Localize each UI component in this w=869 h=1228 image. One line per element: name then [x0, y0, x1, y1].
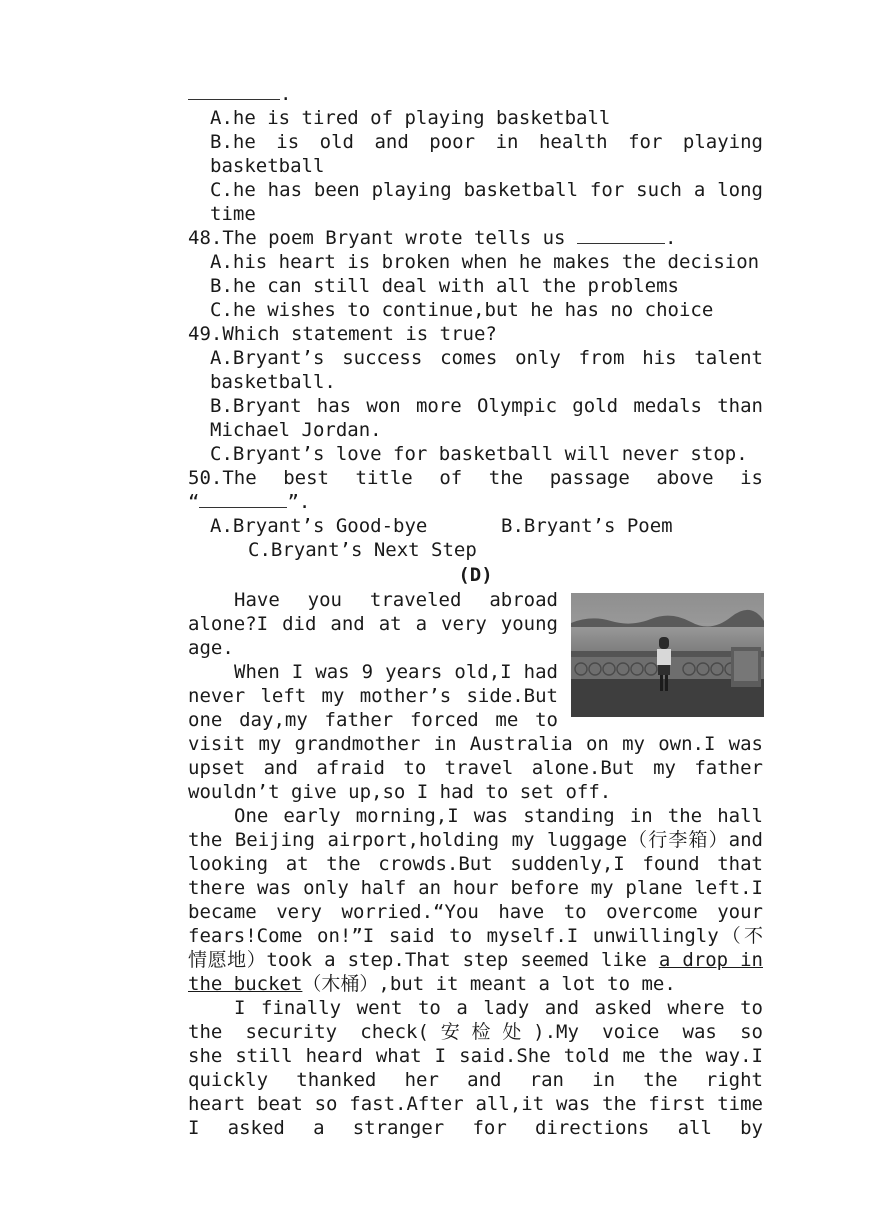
q48-stem-text: 48.The poem Bryant wrote tells us: [188, 227, 577, 249]
passage-p4-line1: I finally went to a lady and asked where to: [234, 997, 763, 1019]
passage-p3-line7: [188, 948, 763, 972]
section-heading: (D): [458, 564, 493, 586]
q48-option-c: C.he wishes to continue,but he has no choice: [210, 299, 714, 321]
q50-stem: 50.The best title of the passage above is: [188, 467, 763, 489]
q50-blank-line: [188, 490, 763, 514]
passage-p2-line1: When I was 9 years old,I had: [234, 661, 558, 683]
q50-option-a: A.Bryant’s Good-bye: [210, 515, 428, 537]
passage-p1-line3: age.: [188, 637, 234, 659]
passage-p3-line8: [188, 972, 763, 996]
underlined-phrase: the bucket: [188, 973, 303, 995]
passage-p4-line5: heart beat so fast.After all,it was the first time: [188, 1093, 763, 1115]
passage-p3-line8-rest: （木桶）,but it meant a lot to me.: [302, 973, 676, 995]
q49-stem: 49.Which statement is true?: [188, 323, 497, 345]
q49-option-b-line2: Michael Jordan.: [210, 419, 382, 441]
q48-option-b: B.he can still deal with all the problems: [210, 275, 679, 297]
passage-p2-line4: visit my grandmother in Australia on my own.I was: [188, 733, 763, 755]
passage-p4-line3: she still heard what I said.She told me the way.I: [188, 1045, 763, 1067]
q48-option-a: A.his heart is broken when he makes the decision: [210, 251, 760, 273]
passage-p3-line1: One early morning,I was standing in the hall: [234, 805, 763, 827]
underlined-phrase: a drop in: [658, 949, 763, 971]
q50-options-row: [188, 514, 763, 538]
answer-blank: [188, 85, 280, 100]
q49-option-c: C.Bryant’s love for basketball will never stop.: [210, 443, 748, 465]
passage-p4-line2: the security check(安检处).My voice was so: [188, 1021, 763, 1043]
q47-option-b-line2: basketball: [210, 155, 325, 177]
passage-p2-line6: wouldn’t give up,so I had to set off.: [188, 781, 612, 803]
q47-blank-line: [188, 82, 763, 106]
passage-p1-line1: Have you traveled abroad: [234, 589, 558, 611]
close-quote: ”.: [287, 491, 311, 513]
passage-p2-line3: one day,my father forced me to: [188, 709, 558, 731]
q49-option-a-line1: A.Bryant’s success comes only from his talent: [210, 347, 763, 369]
q50-option-c: C.Bryant’s Next Step: [248, 539, 477, 561]
passage-p3-line2: the Beijing airport,holding my luggage（行李箱）and: [188, 829, 763, 851]
passage-p3-line5: became very worried.“You have to overcome your: [188, 901, 763, 923]
passage-p3-line4: there was only half an hour before my plane left.I: [188, 877, 763, 899]
q48-stem: [188, 226, 763, 250]
answer-blank: [577, 227, 665, 244]
q47-option-b-line1: B.he is old and poor in health for playing: [210, 131, 763, 153]
passage-p3-line7-text: 情愿地）took a step.That step seemed like: [188, 949, 647, 971]
q48-stem-end: .: [664, 227, 677, 249]
answer-blank: [199, 491, 287, 508]
passage-p3-line6: fears!Come on!”I said to myself.I unwillingly（不: [188, 925, 763, 947]
q50-option-b: B.Bryant’s Poem: [501, 515, 673, 537]
passage-p2-line5: upset and afraid to travel alone.But my father: [188, 757, 763, 779]
q49-option-a-line2: basketball.: [210, 371, 336, 393]
passage-p1-line2: alone?I did and at a very young: [188, 613, 558, 635]
q47-end: .: [280, 83, 292, 105]
q49-option-b-line1: B.Bryant has won more Olympic gold medals than: [210, 395, 763, 417]
passage-p4-line4: quickly thanked her and ran in the right: [188, 1069, 763, 1091]
q47-option-c-line2: time: [210, 203, 256, 225]
exam-page: [188, 82, 763, 1140]
passage-p2-line2: never left my mother’s side.But: [188, 685, 558, 707]
passage-p3-line3: looking at the crowds.But suddenly,I found that: [188, 853, 763, 875]
open-quote: “: [188, 491, 200, 513]
passage-p4-line6: I asked a stranger for directions all by: [188, 1117, 763, 1139]
q47-option-c-line1: C.he has been playing basketball for such a long: [210, 179, 763, 201]
q47-option-a: A.he is tired of playing basketball: [210, 107, 611, 129]
